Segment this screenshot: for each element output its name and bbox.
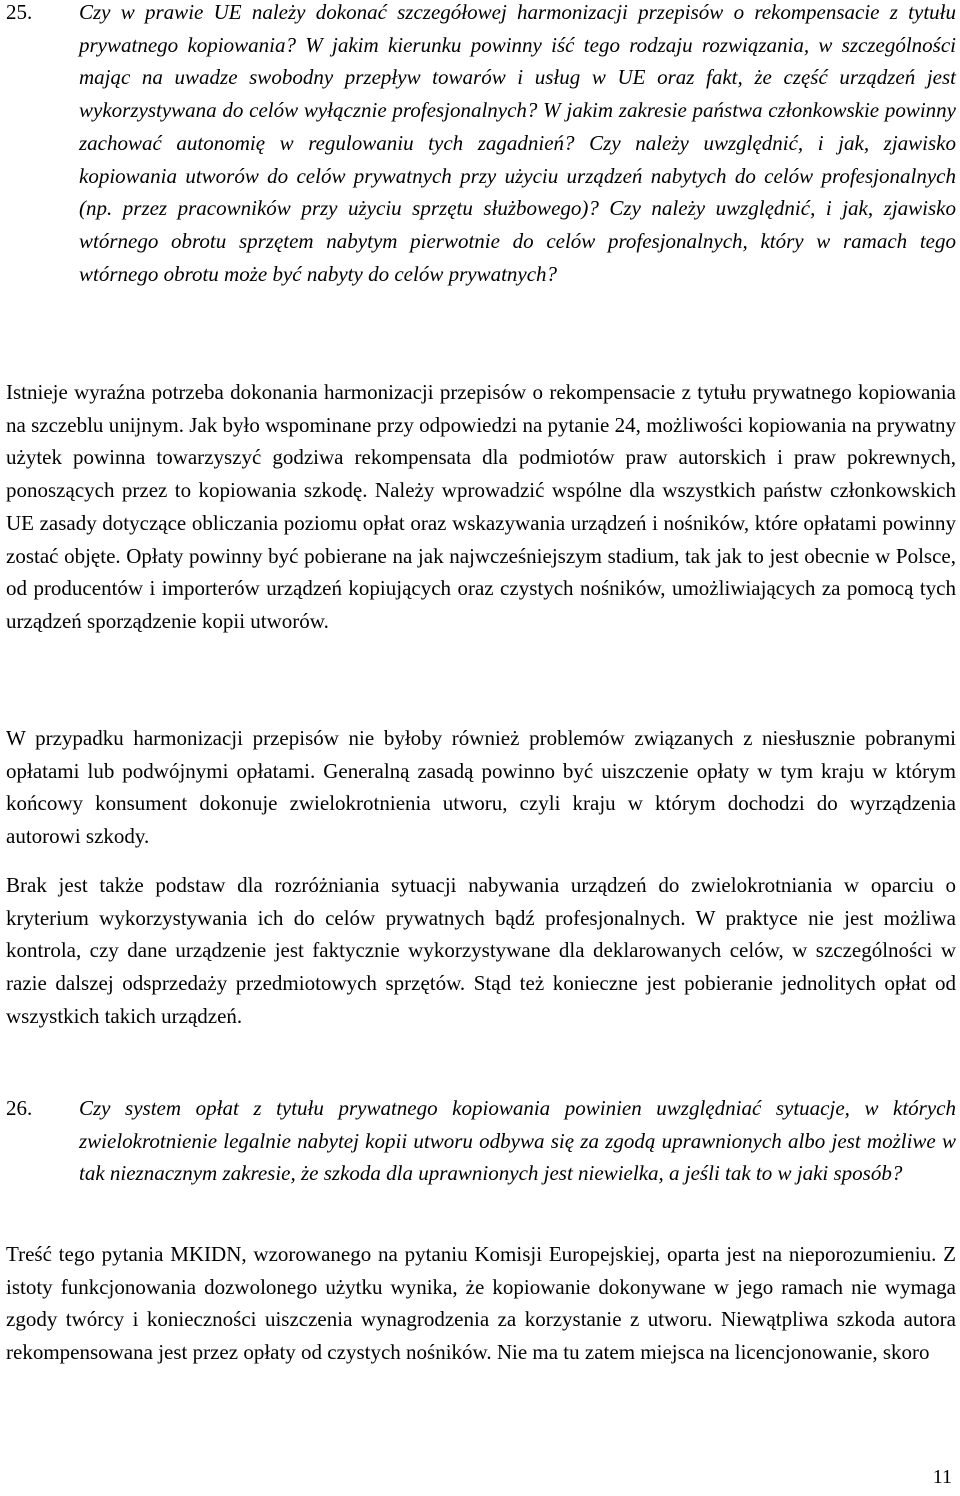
question-text: Czy w prawie UE należy dokonać szczegółowej harmonizacji przepisów o rekompensacie z tytułu prywatnego kopiowania? W jakim kierunku powinny iść tego rodzaju rozwiązania, w szczególności mając na uwadze swobodny przepływ towarów i usług w UE oraz fakt, że część urządzeń jest wykorzystywana do celów wyłącznie profesjonalnych? W jakim zakresie państwa członkowskie powinny zachować autonomię w regulowaniu tych zagadnień? Czy należy uwzględnić, i jak, zjawisko kopiowania utworów do celów prywatnych przy użyciu urządzeń nabytych do celów profesjonalnych (np. przez pracowników przy użyciu sprzętu służbowego)? Czy należy uwzględnić, i jak, zjawisko wtórnego obrotu sprzętem nabytym pierwotnie do celów profesjonalnych, który w ramach tego wtórnego obrotu może być nabyty do celów prywatnych? (79, 0, 956, 286)
page-number: 11 (932, 1466, 952, 1488)
answer-26-paragraph-1: Treść tego pytania MKIDN, wzorowanego na pytaniu Komisji Europejskiej, oparta jest na nieporozumieniu. Z istoty funkcjonowania dozwolonego użytku wynika, że kopiowanie dokonywane w jego ramach nie wymaga zgody twórcy i konieczności uiszczenia wynagrodzenia za korzystanie z utworu. Niewątpliwa szkoda autora rekompensowana jest przez opłaty od czystych nośników. Nie ma tu zatem miejsca na licencjonowanie, skoro (6, 1242, 956, 1365)
question-text: Czy system opłat z tytułu prywatnego kopiowania powinien uwzględniać sytuacje, w których zwielokrotnienie legalnie nabytej kopii utworu odbywa się za zgodą uprawnionych albo jest możliwe w tak nieznacznym zakresie, że szkoda dla uprawnionych jest niewielka, a jeśli tak to w jaki sposób? (79, 1096, 956, 1186)
question-26 (6, 1092, 956, 1190)
answer-25-paragraph-1: Istnieje wyraźna potrzeba dokonania harmonizacji przepisów o rekompensacie z tytułu prywatnego kopiowania na szczeblu unijnym. Jak było wspominane przy odpowiedzi na pytanie 24, możliwości kopiowania na prywatny użytek powinna towarzyszyć godziwa rekompensata dla podmiotów praw autorskich i praw pokrewnych, ponoszących przez to kopiowania szkodę. Należy wprowadzić wspólne dla wszystkich państw członkowskich UE zasady dotyczące obliczania poziomu opłat oraz wskazywania urządzeń i nośników, które opłatami powinny zostać objęte. Opłaty powinny być pobierane na jak najwcześniejszym stadium, tak jak to jest obecnie w Polsce, od producentów i importerów urządzeń kopiujących oraz czystych nośników, umożliwiających za pomocą tych urządzeń sporządzenie kopii utworów. (6, 380, 956, 633)
answer-25-paragraph-2: W przypadku harmonizacji przepisów nie byłoby również problemów związanych z niesłusznie pobranymi opłatami lub podwójnymi opłatami. Generalną zasadą powinno być uiszczenie opłaty w tym kraju w którym końcowy konsument dokonuje zwielokrotnienia utworu, czyli kraju w którym dochodzi do wyrządzenia autorowi szkody. (6, 726, 956, 849)
question-number: 26. (6, 1096, 33, 1120)
answer-25-paragraph-3: Brak jest także podstaw dla rozróżniania sytuacji nabywania urządzeń do zwielokrotniania w oparciu o kryterium wykorzystywania ich do celów prywatnych bądź profesjonalnych. W praktyce nie jest możliwa kontrola, czy dane urządzenie jest faktycznie wykorzystywane dla deklarowanych celów, w szczególności w razie dalszej odsprzedaży przedmiotowych sprzętów. Stąd też konieczne jest pobieranie jednolitych opłat od wszystkich takich urządzeń. (6, 873, 956, 1028)
question-number: 25. (6, 0, 33, 24)
question-25 (6, 0, 956, 290)
